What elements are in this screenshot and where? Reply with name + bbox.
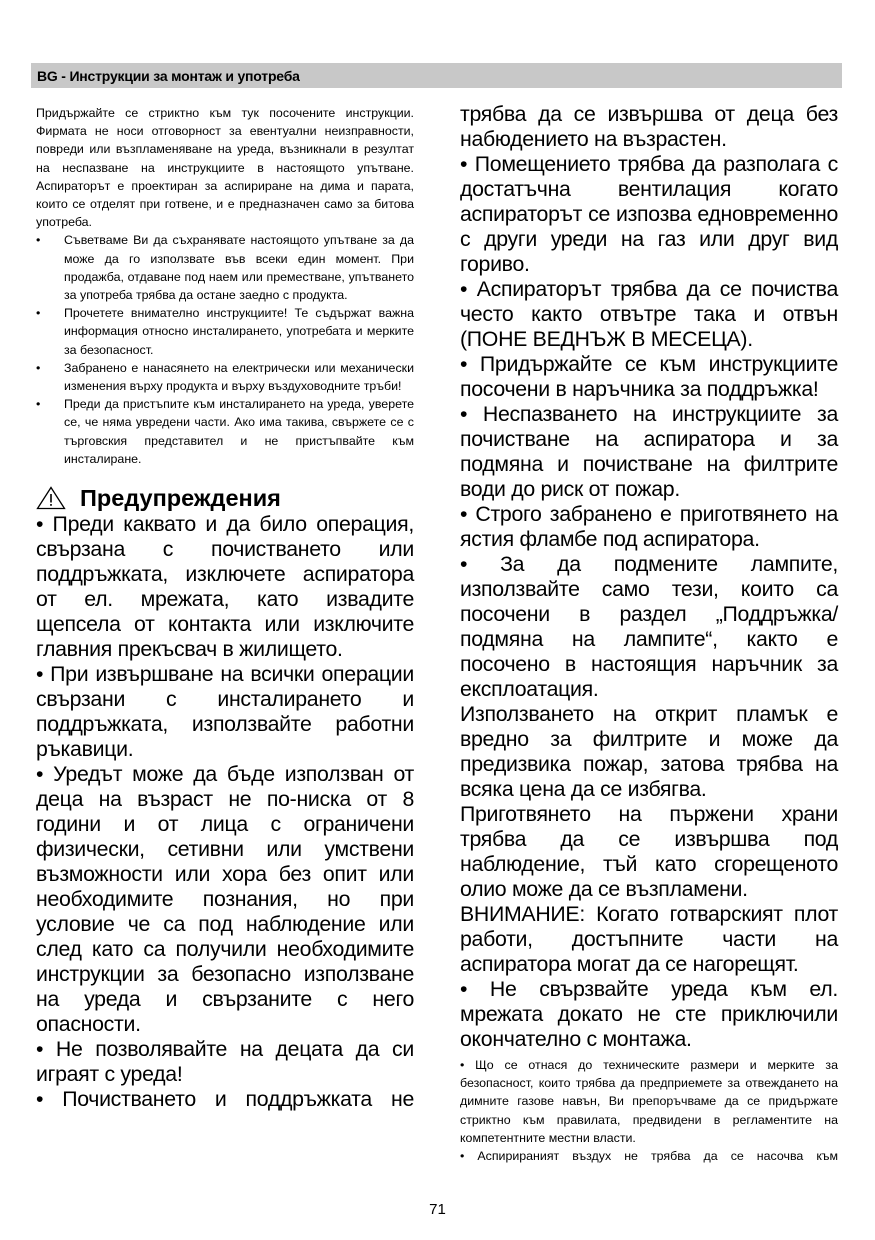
warning-paragraph: • Не свързвайте уреда към ел. мрежата докато не сте приключили окончателно с монтажа. bbox=[460, 977, 838, 1051]
warning-paragraph: • Неспазването на инструкциите за почистване на аспиратора и за подмяна и почистване на филтрите води до риск от пожар. bbox=[460, 402, 838, 501]
warnings-heading bbox=[36, 484, 414, 512]
intro-bullet: • Съветваме Ви да съхранявате настоящото упътване за да може да го използвате във всеки един момент. При продажба, отдаване под наем или преместване, упътването за употреба трябва да остане заедно с продукта. bbox=[36, 231, 414, 304]
header-bar bbox=[31, 63, 842, 88]
left-column bbox=[36, 104, 414, 1112]
intro-paragraph: Придържайте се стриктно към тук посочените инструкции. Фирмата не носи отговорност за евентуални неизправности, повреди или възпламеняване на уреда, възникнали в резултат на неспазване на инструкциите в настоящото упътване. Аспираторът е проектиран за аспириране на дима и парата, които се отделят при готвене, и е предназначен само за битова употреба. bbox=[36, 106, 414, 230]
page-header-title: BG - Инструкции за монтаж и употреба bbox=[37, 68, 300, 84]
warning-paragraph: • Не позволявайте на децата да си играят с уреда! bbox=[36, 1037, 414, 1087]
warning-paragraph: • За да подмените лампите, използвайте само тези, които са посочени в раздел „Поддръжка/подмяна на лампите“, както е посочено в настоящия наръчник за експлоатация. bbox=[460, 552, 838, 701]
warnings-title: Предупреждения bbox=[80, 484, 281, 511]
small-note-paragraph: • Що се отнася до техническите размери и мерките за безопасност, които трябва да предприемете за отвеждането на димните газове навън, Ви препоръчваме да се придържате стриктно към правилата, предвидени в регламентите на компетентните местни власти. bbox=[460, 1058, 838, 1145]
intro-bullet: • Забранено е нанасянето на електрически или механически изменения върху продукта и върху въздуховодните тръби! bbox=[36, 359, 414, 395]
warning-paragraph: ВНИМАНИЕ: Когато готварският плот работи, достъпните части на аспиратора могат да се нагорещят. bbox=[460, 902, 838, 976]
warning-paragraph: • Строго забранено е приготвянето на ястия фламбе под аспиратора. bbox=[460, 502, 838, 551]
page-number: 71 bbox=[429, 1201, 446, 1218]
small-note-paragraph: • Аспирираният въздух не трябва да се насочва към bbox=[460, 1149, 838, 1164]
warning-paragraph: • Аспираторът трябва да се почиства често както отвътре така и отвън (ПОНЕ ВЕДНЪЖ В МЕСЕЦА). bbox=[460, 277, 838, 351]
warning-paragraph: Приготвянето на пържени храни трябва да се извършва под наблюдение, тъй като сгорещеното олио може да се възпламени. bbox=[460, 802, 838, 901]
warning-paragraph: • Уредът може да бъде използван от деца на възраст не по-ниска от 8 години и от лица с ограничени физически, сетивни или умствени възможности или хора без опит или необходимите познания, но при условие че са под наблюдение или след като са получили необходимите инструкции за безопасно използване на уреда и свързаните с него опасности. bbox=[36, 762, 414, 1037]
intro-bullet-list bbox=[36, 231, 414, 468]
intro-bullet: • Прочетете внимателно инструкциите! Те съдържат важна информация относно инсталирането, употребата и мерките за безопасност. bbox=[36, 304, 414, 359]
warning-paragraph: • Почистването и поддръжката не bbox=[36, 1087, 414, 1112]
warning-paragraph: Използването на открит пламък е вредно за филтрите и може да предизвика пожар, затова трябва на всяка цена да се избягва. bbox=[460, 702, 838, 801]
right-column bbox=[460, 102, 838, 1165]
warning-paragraph: • При извършване на всички операции свързани с инсталирането и поддръжката, използвайте работни ръкавици. bbox=[36, 662, 414, 762]
warning-paragraph: • Помещението трябва да разполага с достатъчна вентилация когато аспираторът се изпозва едновременно с други уреди на газ или друг вид гориво. bbox=[460, 152, 838, 276]
intro-bullet: • Преди да пристъпите към инсталирането на уреда, уверете се, че няма увредени части. Ако има такива, свържете се с търговския представител и не пристъпвайте към инсталиране. bbox=[36, 395, 414, 468]
warning-triangle-icon bbox=[36, 486, 66, 510]
warning-paragraph: • Придържайте се към инструкциите посочени в наръчника за поддръжка! bbox=[460, 352, 838, 401]
warning-paragraph: • Преди каквато и да било операция, свързана с почистването или поддръжката, изключете аспиратора от ел. мрежата, като извадите щепсела от контакта или изключите главния прекъсвач в жилището. bbox=[36, 512, 414, 662]
warning-paragraph: трябва да се извършва от деца без набюдението на възрастен. bbox=[460, 102, 838, 151]
